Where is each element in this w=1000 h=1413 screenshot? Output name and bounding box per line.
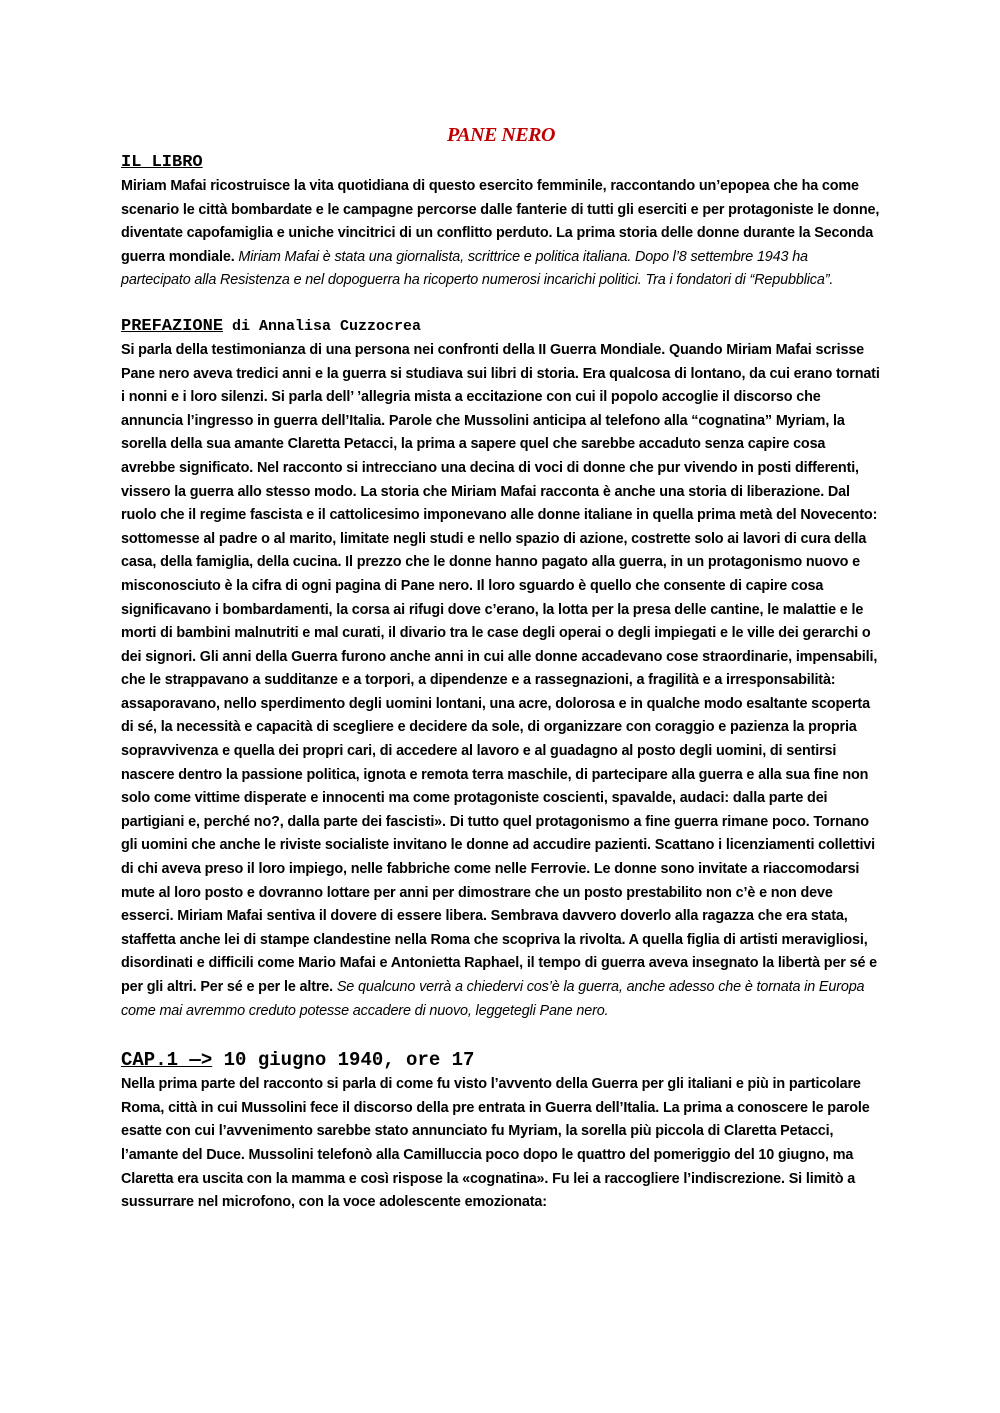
section-heading-suffix: 10 giugno 1940, ore 17 bbox=[212, 1049, 475, 1072]
section-heading-label: PREFAZIONE bbox=[121, 316, 224, 336]
section-body-text: Miriam Mafai ricostruisce la vita quotidiana di questo esercito femminile, raccontando un’epopea che ha come scenario le città bombardate e le campagne percorse dalle fanterie di tutti gli eserciti e per protagoniste le donne, diventate capofamiglia e uniche vincitrici di un conflitto perduto. La prima storia delle donne durante la Seconda guerra mondiale. bbox=[121, 178, 880, 265]
section-heading-label: CAP.1 —> bbox=[121, 1049, 213, 1072]
section-heading-prefazione bbox=[121, 315, 881, 339]
section-heading-suffix: di Annalisa Cuzzocrea bbox=[223, 317, 422, 335]
section-body-italic: Se qualcuno verrà a chiedervi cos’è la guerra, anche adesso che è tornata in Europa come mai avremmo creduto potesse accadere di nuovo, leggetegli Pane nero. bbox=[121, 979, 865, 1019]
section-spacer bbox=[121, 1023, 881, 1047]
document-content bbox=[121, 124, 881, 1215]
section-body-cap1 bbox=[121, 1073, 881, 1215]
section-body-prefazione bbox=[121, 339, 881, 1023]
section-body-italic: Miriam Mafai è stata una giornalista, scrittrice e politica italiana. Dopo l’8 settembre 1943 ha partecipato alla Resistenza e nel dopoguerra ha ricoperto numerosi incarichi politici. Tra i fondatori di “Repubblica”. bbox=[121, 248, 834, 289]
section-heading-il-libro bbox=[121, 151, 881, 175]
section-heading-label: IL LIBRO bbox=[121, 153, 203, 172]
section-spacer bbox=[121, 293, 881, 315]
section-heading-cap1 bbox=[121, 1047, 881, 1073]
section-body-il-libro bbox=[121, 175, 881, 293]
section-body-text: Nella prima parte del racconto si parla di come fu visto l’avvento della Guerra per gli italiani e più in particolare Roma, città in cui Mussolini fece il discorso della pre entrata in Guerra dell’Italia. La prima a conoscere le parole esatte con cui l’avvenimento sarebbe stato annunciato fu Myriam, la sorella più piccola di Claretta Petacci, l’amante del Duce. Mussolini telefonò alla Camilluccia poco dopo le quattro del pomeriggio del 10 giugno, ma Claretta era uscita con la mamma e così rispose la «cognatina». Fu lei a raccogliere l’indiscrezione. Si limitò a sussurrare nel microfono, con la voce adolescente emozionata: bbox=[121, 1076, 870, 1211]
section-body-text: Si parla della testimonianza di una persona nei confronti della II Guerra Mondiale. Quando Miriam Mafai scrisse Pane nero aveva tredici anni e la guerra si studiava sui libri di storia. Era qualcosa di lontano, da cui erano tornati i nonni e i loro silenzi. Si parla dell’ ’allegria mista a eccitazione con cui il popolo accoglie il discorso che annuncia l’ingresso in guerra dell’Italia. Parole che Mussolini anticipa al telefono alla “cognatina” Myriam, la sorella della sua amante Claretta Petacci, la prima a sapere quel che sarebbe accaduto senza capire cosa avrebbe significato. Nel racconto si intrecciano una decina di voci di donne che pur vivendo in posti differenti, vissero la guerra allo stesso modo. La storia che Miriam Mafai racconta è anche una storia di liberazione. Dal ruolo che il regime fascista e il cattolicesimo imponevano alle donne italiane in quella prima metà del Novecento: sottomesse al padre o al marito, limitate negli studi e nello spazio di azione, costrette solo ai lavori di cura della casa, della famiglia, della cucina. Il prezzo che le donne hanno pagato alla guerra, in un protagonismo nuovo e misconosciuto è la cifra di ogni pagina di Pane nero. Il loro sguardo è quello che consente di capire cosa significavano i bombardamenti, la corsa ai rifugi dove c’erano, la lotta per la presa delle cantine, le malattie e le morti di bambini malnutriti e mal curati, il divario tra le case degli operai o degli impiegati e le ville dei gerarchi o dei signori. Gli anni della Guerra furono anche anni in cui alle donne accadevano cose straordinarie, impensabili, che le strappavano a sudditanze e a torpori, a dipendenze e a rassegnazioni, a fragilità e a irresponsabilità: assaporavano, nello sperdimento degli uomini lontani, una acre, dolorosa e in qualche modo esaltante scoperta di sé, la necessità e capacità di scegliere e decidere da sole, di organizzare con coraggio e pazienza la propria sopravvivenza e quella dei propri cari, di accedere al lavoro e al guadagno al posto degli uomini, di sentirsi nascere dentro la passione politica, ignota e remota terra maschile, di partecipare alla guerra e alla sua fine non solo come vittime disperate e innocenti ma come protagoniste coscienti, spavalde, audaci: dalla parte dei partigiani e, perché no?, dalla parte dei fascisti». Di tutto quel protagonismo a fine guerra rimane poco. Tornano gli uomini che anche le riviste socialiste invitano le donne ad accudire pazienti. Scattano i licenziamenti collettivi di chi aveva preso il loro impiego, nelle fabbriche come nelle Ferrovie. Le donne sono invitate a riaccomodarsi mute al loro posto e dovranno lottare per anni per dimostrare che un posto prestabilito non c’è e non deve esserci. Miriam Mafai sentiva il dovere di essere libera. Sembrava davvero doverlo alla ragazza che era stata, staffetta anche lei di stampe clandestine nella Roma che scopriva la rivolta. A quella figlia di artisti meravigliosi, disordinati e difficili come Mario Mafai e Antonietta Raphael, il tempo di guerra aveva insegnato la libertà per sé e per gli altri. Per sé e per le altre. bbox=[121, 341, 880, 995]
document-title: PANE NERO bbox=[447, 124, 555, 146]
